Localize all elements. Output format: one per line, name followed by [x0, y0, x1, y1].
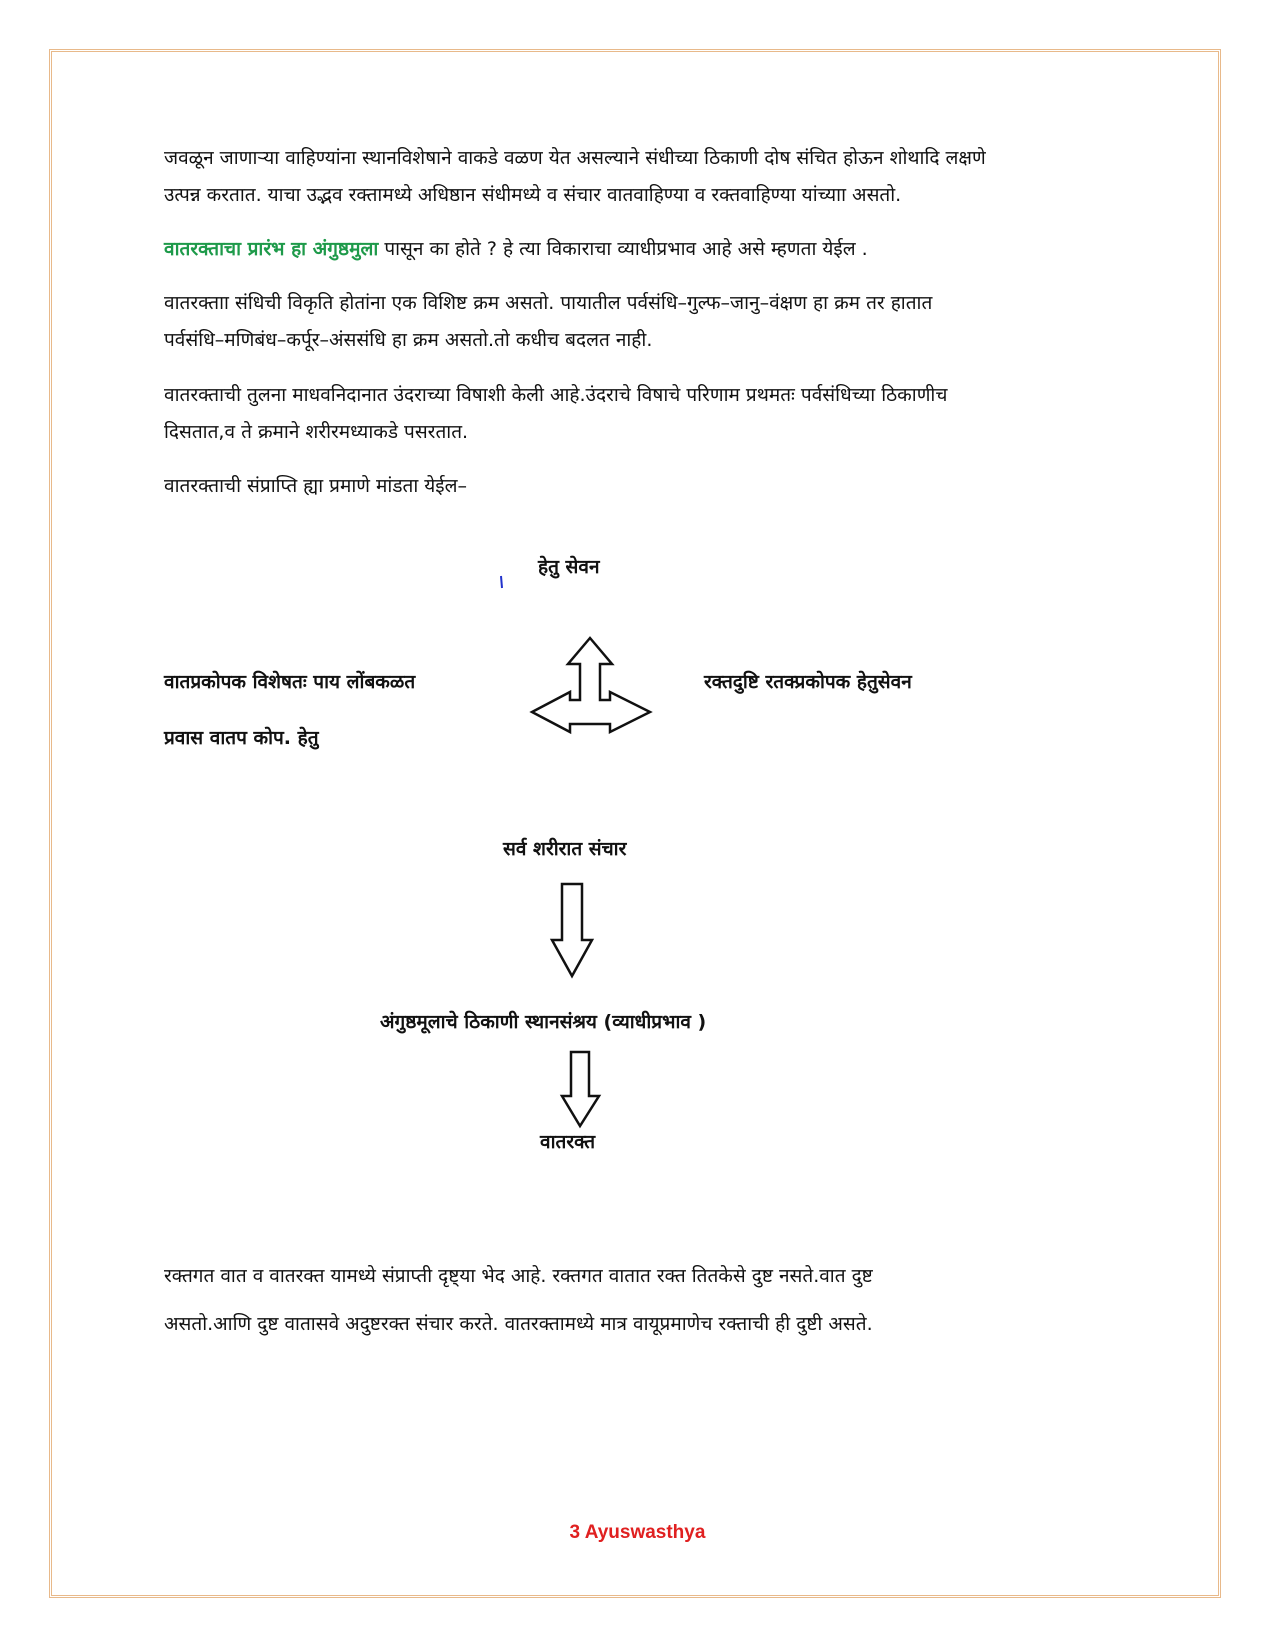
page-border: [49, 49, 1221, 1598]
paragraph-4-line-1: वातरक्ताची तुलना माधवनिदानात उंदराच्या विषाशी केली आहे.उंदराचे विषाचे परिणाम प्रथमतः पर्वसंधिच्या ठिकाणीच: [164, 384, 948, 406]
diagram-right-label: रक्तदुष्टि रतक्प्रकोपक हेतुसेवन: [704, 671, 912, 693]
diagram-middle-label: सर्व शरीरात संचार: [503, 838, 627, 860]
diagram-lower-label: अंगुष्ठमूलाचे ठिकाणी स्थानसंश्रय (व्याधीप्रभाव ): [380, 1011, 707, 1033]
paragraph-3-line-1: वातरक्ताा संधिची विकृति होतांना एक विशिष्ट क्रम असतो. पायातील पर्वसंधि–गुल्फ–जानु–वंक्षण हा क्रम तर हातात: [164, 292, 933, 314]
diagram-left-label-1: वातप्रकोपक विशेषतः पाय लोंबकळत: [164, 671, 416, 693]
paragraph-1: [164, 140, 1139, 214]
paragraph-3-line-2: पर्वसंधि–मणिबंध–कर्पूर–अंससंधि हा क्रम असतो.तो कधीच बदलत नाही.: [164, 329, 653, 351]
down-arrow-icon: [550, 882, 594, 978]
paragraph-6-line-1: रक्तगत वात व वातरक्त यामध्ये संप्राप्ती दृष्ट्या भेद आहे. रक्तगत वातात रक्त तितकेसे दुष्ट नसते.वात दुष्ट: [164, 1265, 873, 1287]
paragraph-1-line-1: जवळून जाणाऱ्या वाहिण्यांना स्थानविशेषाने वाकडे वळण येत असल्याने संधीच्या ठिकाणी दोष संचित होऊन शोथादि लक्षणे: [164, 147, 986, 169]
paragraph-6: [164, 1252, 1139, 1348]
paragraph-4-line-2: दिसतात,व ते क्रमाने शरीरमध्याकडे पसरतात.: [164, 421, 469, 443]
diagram-left-label-2: प्रवास वातप कोप. हेतु: [164, 727, 319, 749]
paragraph-2-text: पासून का होते ? हे त्या विकाराचा व्याधीप्रभाव आहे असे म्हणता येईल .: [378, 238, 868, 260]
paragraph-4: [164, 377, 1139, 451]
paragraph-2: [164, 231, 1139, 268]
paragraph-3: [164, 285, 1139, 359]
paragraph-5-text: वातरक्ताची संप्राप्ति ह्या प्रमाणे मांडता येईल–: [164, 475, 468, 497]
paragraph-6-line-2: असतो.आणि दुष्ट वातासवे अदुष्टरक्त संचार करते. वातरक्तामध्ये मात्र वायूप्रमाणेच रक्ताची ही दुष्टी असते.: [164, 1313, 873, 1335]
diagram-bottom-label: वातरक्त: [540, 1131, 596, 1153]
diagram-top-label: हेतु सेवन: [538, 556, 600, 578]
down-arrow-small-icon: [560, 1050, 602, 1128]
page-footer: 3 Ayuswasthya: [569, 1522, 706, 1543]
green-heading-text: वातरक्ताचा प्रारंभ हा अंगुष्ठमुला: [164, 238, 379, 260]
paragraph-1-line-2: उत्पन्न करतात. याचा उद्भव रक्तामध्ये अधिष्ठान संधीमध्ये व संचार वातवाहिण्या व रक्तवाहिण्या यांच्याा असतो.: [164, 184, 902, 206]
three-way-arrow-icon: [530, 636, 660, 742]
cursor-mark-icon: [498, 574, 506, 594]
paragraph-5: [164, 468, 1139, 505]
